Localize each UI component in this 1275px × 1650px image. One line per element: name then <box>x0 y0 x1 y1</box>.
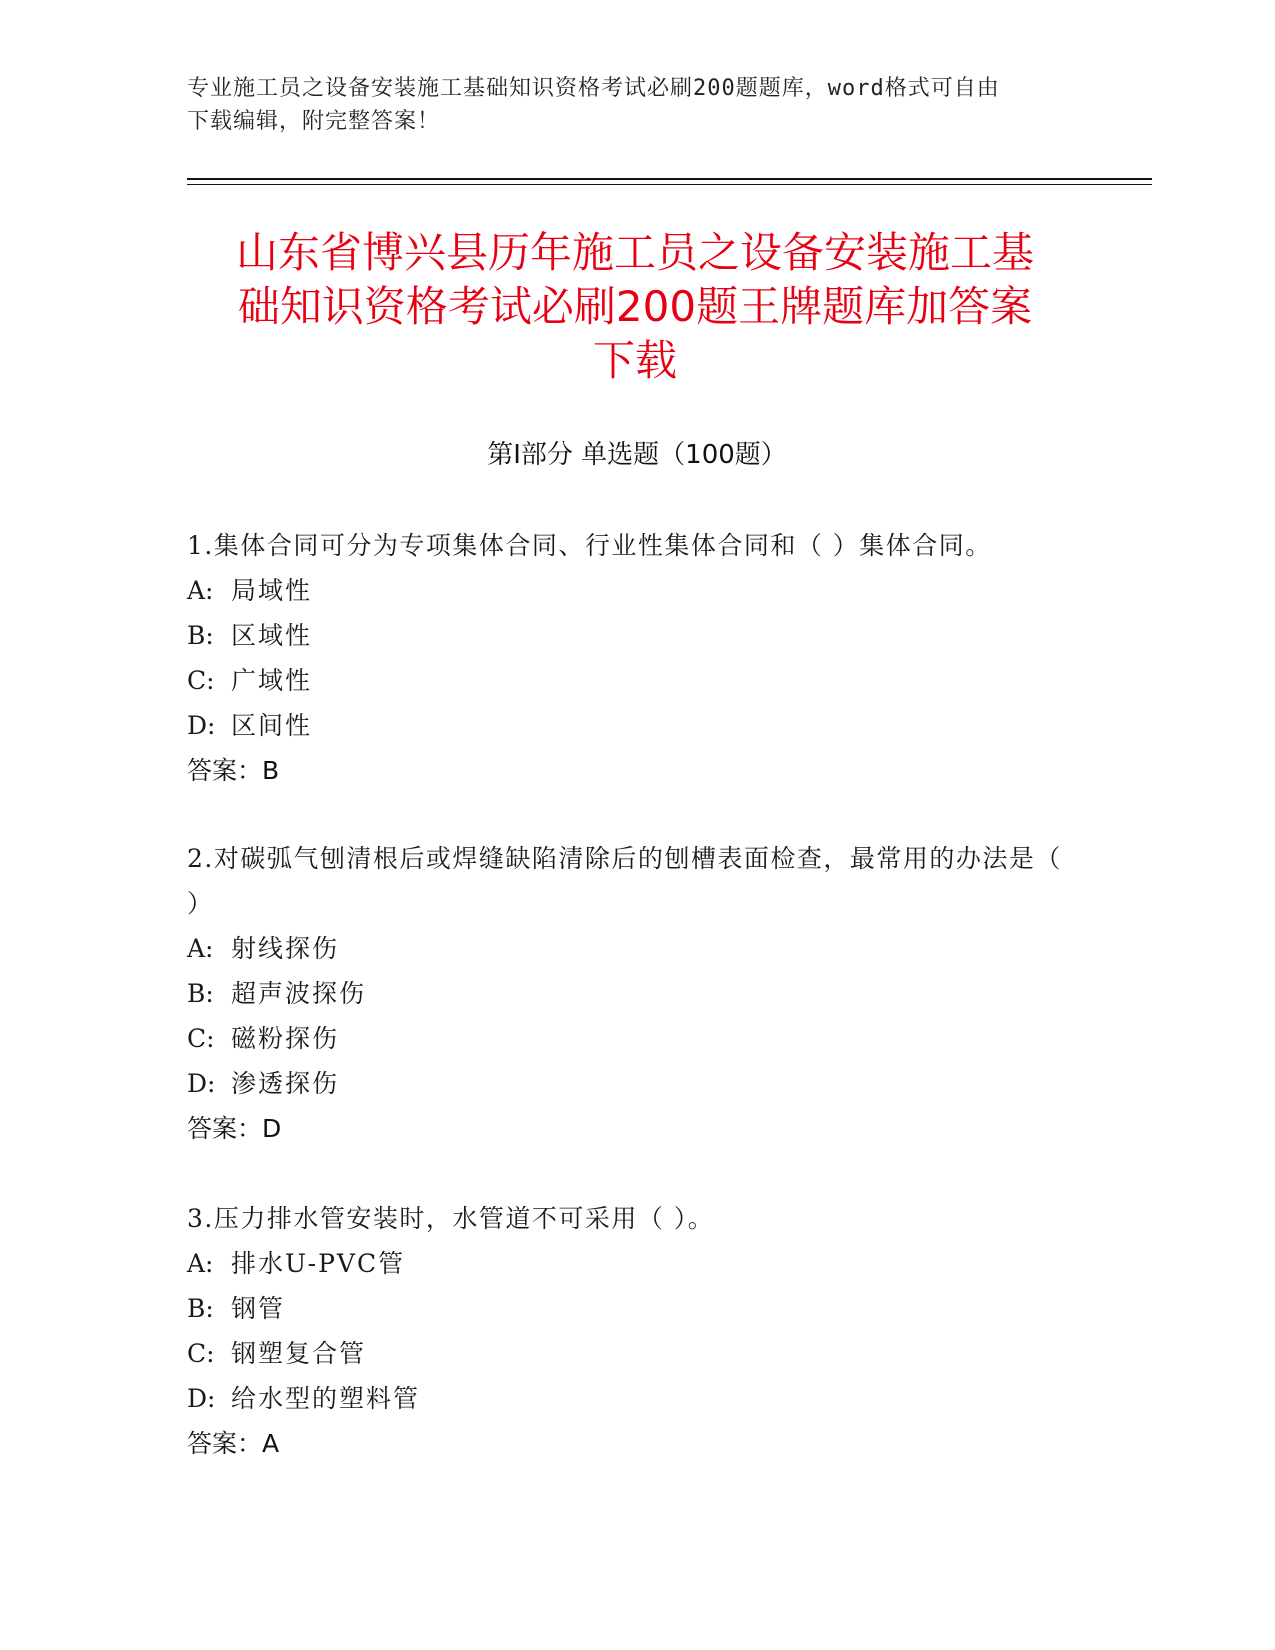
option-key: D: <box>187 1069 216 1098</box>
option-key: D: <box>187 711 216 740</box>
option-text: 磁粉探伤 <box>231 1024 340 1053</box>
option-key: C: <box>187 666 215 695</box>
header-note <box>187 72 1087 138</box>
option-key: D: <box>187 1384 216 1413</box>
section-title: 第I部分 单选题（100题） <box>487 440 787 470</box>
option-key: C: <box>187 1339 215 1368</box>
option-a <box>187 1241 1067 1286</box>
option-b <box>187 613 1067 658</box>
option-text: 排水U-PVC管 <box>231 1249 406 1278</box>
header-divider-thick <box>187 178 1152 180</box>
document-title <box>195 226 1075 388</box>
answer: 答案：B <box>187 756 280 785</box>
option-a <box>187 926 1067 971</box>
option-d <box>187 1376 1067 1421</box>
option-a <box>187 568 1067 613</box>
option-text: 区间性 <box>231 711 313 740</box>
option-key: A: <box>187 1249 214 1278</box>
option-key: B: <box>187 979 214 1008</box>
option-text: 钢塑复合管 <box>231 1339 367 1368</box>
header-note-line-2: 下载编辑，附完整答案！ <box>187 109 441 134</box>
option-key: A: <box>187 576 214 605</box>
option-text: 钢管 <box>231 1294 286 1323</box>
option-d <box>187 1061 1067 1106</box>
question-stem: 1.集体合同可分为专项集体合同、行业性集体合同和（ ）集体合同。 <box>187 531 992 560</box>
option-text: 渗透探伤 <box>231 1069 340 1098</box>
option-c <box>187 658 1067 703</box>
document-title-line-3: 下载 <box>592 336 677 385</box>
option-c <box>187 1016 1067 1061</box>
question-2 <box>187 836 1067 1152</box>
option-b <box>187 971 1067 1016</box>
option-text: 广域性 <box>231 666 313 695</box>
option-text: 超声波探伤 <box>231 979 367 1008</box>
option-d <box>187 703 1067 748</box>
header-divider-thin <box>187 184 1152 185</box>
question-stem: 2.对碳弧气刨清根后或焊缝缺陷清除后的刨槽表面检查，最常用的办法是（ ） <box>187 844 1062 918</box>
option-key: B: <box>187 621 214 650</box>
document-title-line-1: 山东省博兴县历年施工员之设备安装施工基 <box>235 228 1034 277</box>
option-key: C: <box>187 1024 215 1053</box>
answer: 答案：D <box>187 1114 282 1143</box>
document-title-line-2: 础知识资格考试必刷200题王牌题库加答案 <box>237 282 1033 331</box>
option-b <box>187 1286 1067 1331</box>
question-1 <box>187 523 1067 794</box>
answer: 答案：A <box>187 1429 280 1458</box>
option-text: 射线探伤 <box>231 934 340 963</box>
question-stem: 3.压力排水管安装时，水管道不可采用（ ）。 <box>187 1204 715 1233</box>
option-key: A: <box>187 934 214 963</box>
option-key: B: <box>187 1294 214 1323</box>
option-c <box>187 1331 1067 1376</box>
header-note-line-1: 专业施工员之设备安装施工基础知识资格考试必刷200题题库，word格式可自由 <box>187 76 1000 101</box>
option-text: 局域性 <box>231 576 313 605</box>
option-text: 区域性 <box>231 621 313 650</box>
question-3 <box>187 1196 1067 1467</box>
option-text: 给水型的塑料管 <box>231 1384 421 1413</box>
